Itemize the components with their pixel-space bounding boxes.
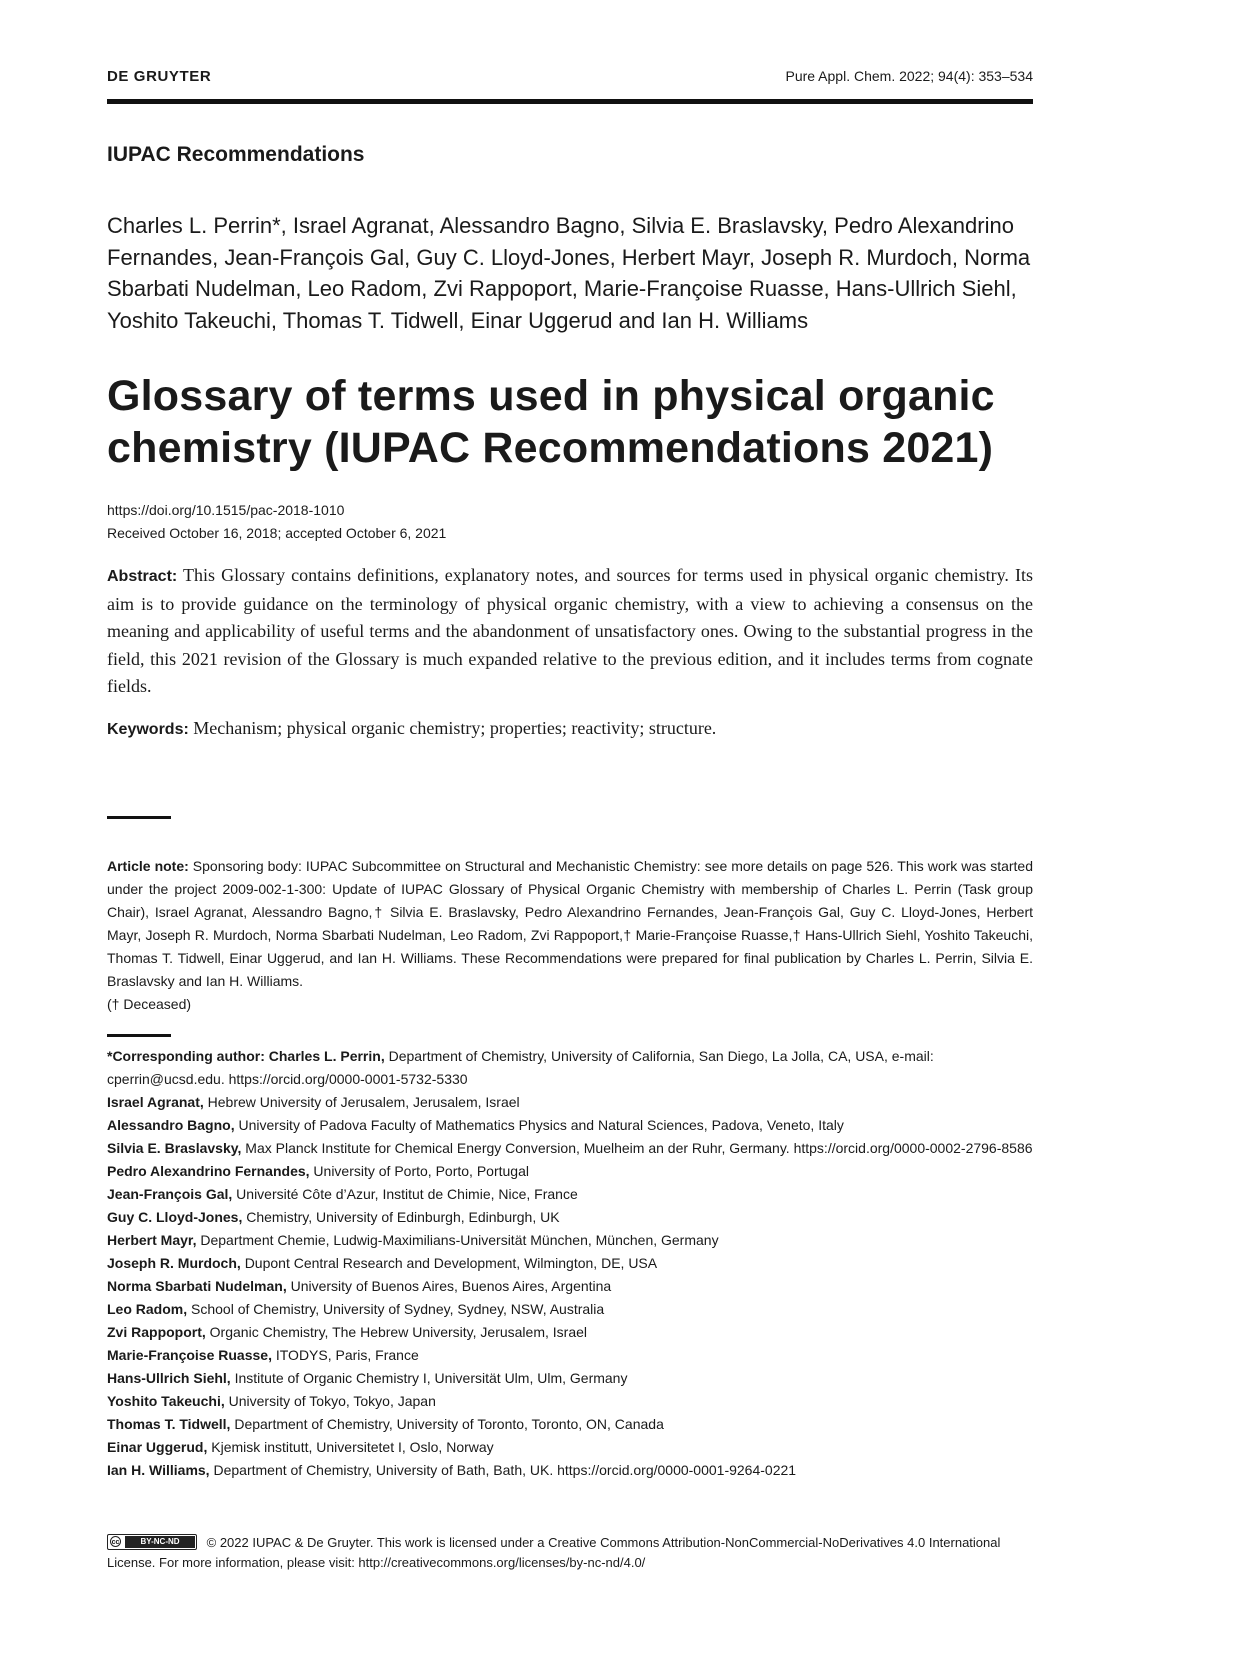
article-note-label: Article note: — [107, 858, 189, 874]
affiliations-list — [107, 1045, 1033, 1482]
license-text: © 2022 IUPAC & De Gruyter. This work is licensed under a Creative Commons Attribution-NonCommercial-NoDerivatives 4.0 International License. For more information, please visit: http://creativecommons.org/licenses/by-nc-nd/4.0/ — [107, 1535, 1001, 1570]
affiliation-item: Leo Radom, School of Chemistry, University of Sydney, Sydney, NSW, Australia — [107, 1301, 605, 1317]
article-note — [107, 855, 1033, 1016]
article-note-text: Sponsoring body: IUPAC Subcommittee on Structural and Mechanistic Chemistry: see more details on page 526. This work was started under the project 2009-002-1-300: Update of IUPAC Glossary of Physical Organic Chemistry with membership of Charles L. Perrin (Task group Chair), Israel Agranat, Alessandro Bagno,† Silvia E. Braslavsky, Pedro Alexandrino Fernandes, Jean-François Gal, Guy C. Lloyd-Jones, Herbert Mayr, Joseph R. Murdoch, Norma Sbarbati Nudelman, Leo Radom, Zvi Rappoport,† Marie-Françoise Ruasse,† Hans-Ullrich Siehl, Yoshito Takeuchi, Thomas T. Tidwell, Einar Uggerud, and Ian H. Williams. These Recommendations were prepared for final publication by Charles L. Perrin, Silvia E. Braslavsky and Ian H. Williams. — [107, 858, 1033, 989]
received-accepted-dates: Received October 16, 2018; accepted October 6, 2021 — [107, 525, 447, 541]
paper-title: Glossary of terms used in physical organic chemistry (IUPAC Recommendations 2021) — [107, 372, 995, 472]
affiliation-item: Jean-François Gal, Université Côte d’Azur, Institut de Chimie, Nice, France — [107, 1186, 578, 1202]
affiliation-item: Zvi Rappoport, Organic Chemistry, The Hebrew University, Jerusalem, Israel — [107, 1324, 588, 1340]
license-notice — [107, 1533, 1033, 1573]
affiliation-item: Joseph R. Murdoch, Dupont Central Research and Development, Wilmington, DE, USA — [107, 1255, 658, 1271]
affiliation-item: Guy C. Lloyd-Jones, Chemistry, University of Edinburgh, Edinburgh, UK — [107, 1209, 560, 1225]
affiliation-item: Yoshito Takeuchi, University of Tokyo, Tokyo, Japan — [107, 1393, 436, 1409]
author-list: Charles L. Perrin*, Israel Agranat, Alessandro Bagno, Silvia E. Braslavsky, Pedro Alexandrino Fernandes, Jean-François Gal, Guy C. Lloyd-Jones, Herbert Mayr, Joseph R. Murdoch, Norma Sbarbati Nudelman, Leo Radom, Zvi Rappoport, Marie-Françoise Ruasse, Hans-Ullrich Siehl, Yoshito Takeuchi, Thomas T. Tidwell, Einar Uggerud and Ian H. Williams — [107, 213, 1031, 333]
abstract-label: Abstract: — [107, 568, 178, 585]
keywords-label: Keywords: — [107, 721, 189, 738]
doi-link[interactable]: https://doi.org/10.1515/pac-2018-1010 — [107, 502, 345, 518]
abstract — [107, 562, 1033, 701]
affiliation-item: Norma Sbarbati Nudelman, University of Buenos Aires, Buenos Aires, Argentina — [107, 1278, 612, 1294]
keywords — [107, 715, 1033, 743]
affiliation-item: Pedro Alexandrino Fernandes, University of Porto, Porto, Portugal — [107, 1163, 529, 1179]
abstract-text: This Glossary contains definitions, explanatory notes, and sources for terms used in physical organic chemistry. Its aim is to provide guidance on the terminology of physical organic chemistry, with a view to achieving a consensus on the meaning and applicability of useful terms and the abandonment of unsatisfactory ones. Owing to the substantial progress in the field, this 2021 revision of the Glossary is much expanded relative to the previous edition, and it includes terms from cognate fields. — [107, 565, 1033, 696]
affiliation-item: Thomas T. Tidwell, Department of Chemistry, University of Toronto, Toronto, ON, Canada — [107, 1416, 664, 1432]
affiliation-item: Herbert Mayr, Department Chemie, Ludwig-Maximilians-Universität München, München, Germany — [107, 1232, 719, 1248]
affiliation-item: Israel Agranat, Hebrew University of Jerusalem, Jerusalem, Israel — [107, 1094, 520, 1110]
affiliation-item: Ian H. Williams, Department of Chemistry, University of Bath, Bath, UK. https://orcid.org/0000-0001-9264-0221 — [107, 1462, 797, 1478]
journal-citation: Pure Appl. Chem. 2022; 94(4): 353–534 — [785, 68, 1033, 84]
header-rule — [107, 99, 1033, 104]
affiliation-item: Alessandro Bagno, University of Padova Faculty of Mathematics Physics and Natural Sciences, Padova, Veneto, Italy — [107, 1117, 844, 1133]
affiliation-item: Marie-Françoise Ruasse, ITODYS, Paris, France — [107, 1347, 419, 1363]
affiliations-rule — [107, 1034, 171, 1037]
affiliation-item: Hans-Ullrich Siehl, Institute of Organic Chemistry I, Universität Ulm, Ulm, Germany — [107, 1370, 628, 1386]
affiliation-item: *Corresponding author: Charles L. Perrin, Department of Chemistry, University of California, San Diego, La Jolla, CA, USA, e-mail: cperrin@ucsd.edu. https://orcid.org/0000-0001-5732-5330 — [107, 1048, 934, 1087]
affiliation-item: Silvia E. Braslavsky, Max Planck Institute for Chemical Energy Conversion, Muelheim an der Ruhr, Germany. https://orcid.org/0000-0002-2796-8586 — [107, 1140, 1033, 1156]
affiliation-item: Einar Uggerud, Kjemisk institutt, Universitetet I, Oslo, Norway — [107, 1439, 494, 1455]
deceased-note: († Deceased) — [107, 996, 192, 1012]
section-label: IUPAC Recommendations — [107, 143, 365, 166]
publisher-name: DE GRUYTER — [107, 68, 212, 85]
cc-license-badge-icon[interactable]: cc BY-NC-ND — [107, 1534, 197, 1550]
keywords-text: Mechanism; physical organic chemistry; properties; reactivity; structure. — [193, 718, 717, 738]
footnote-rule — [107, 816, 171, 819]
